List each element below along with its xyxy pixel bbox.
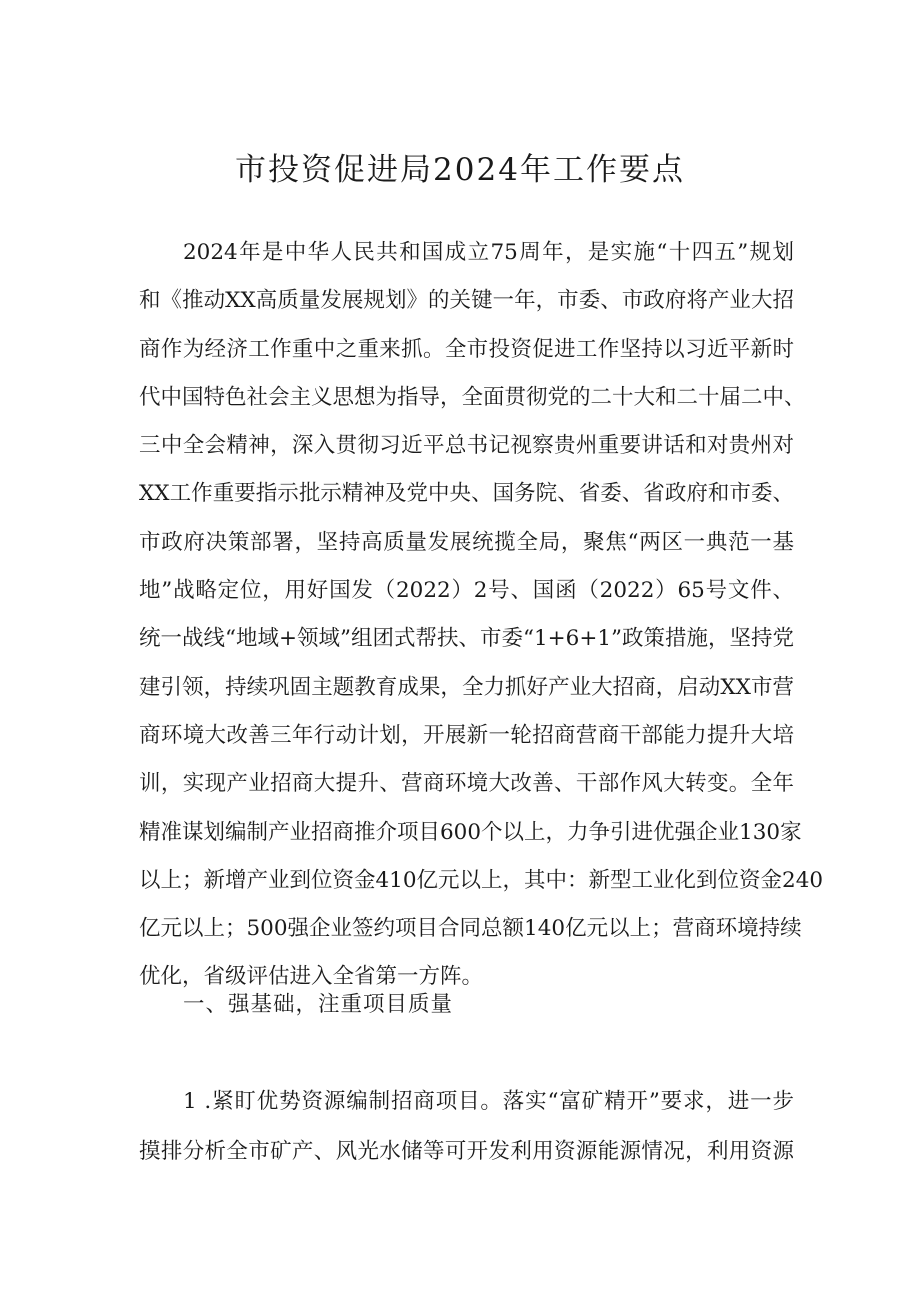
paragraph-line: XX工作重要指示批示精神及党中央、国务院、省委、省政府和市委、: [139, 481, 794, 507]
paragraph-line: 亿元以上；500强企业签约项目合同总额140亿元以上；营商环境持续: [139, 916, 802, 942]
paragraph-line: 统一战线“地域+领域”组团式帮扶、市委“1+6+1”政策措施，坚持党: [139, 626, 795, 652]
paragraph-line: 建引领，持续巩固主题教育成果，全力抓好产业大招商，启动XX市营: [139, 674, 794, 700]
paragraph-line: 2024年是中华人民共和国成立75周年，是实施“十四五”规划: [183, 240, 794, 265]
paragraph-line: 市政府决策部署，坚持高质量发展统揽全局，聚焦“两区一典范一基: [139, 529, 794, 555]
paragraph-line: 三中全会精神，深入贯彻习近平总书记视察贵州重要讲话和对贵州对: [139, 433, 794, 459]
paragraph-line: 1 .紧盯优势资源编制招商项目。落实“富矿精开”要求，进一步: [183, 1089, 794, 1114]
paragraph-line: 代中国特色社会主义思想为指导，全面贯彻党的二十大和二十届二中、: [139, 384, 806, 410]
paragraph-line: 优化，省级评估进入全省第一方阵。: [139, 964, 484, 990]
paragraph-line: 精准谋划编制产业招商推介项目600个以上，力争引进优强企业130家: [139, 819, 802, 845]
paragraph-line: 商作为经济工作重中之重来抓。全市投资促进工作坚持以习近平新时: [139, 336, 794, 362]
paragraph-line: 商环境大改善三年行动计划，开展新一轮招商营商干部能力提升大培: [139, 722, 794, 748]
section1-paragraph: [139, 1077, 794, 1177]
paragraph-line: 摸排分析全市矿产、风光水储等可开发利用资源能源情况，利用资源: [139, 1139, 794, 1164]
paragraph-line: 和《推动XX高质量发展规划》的关键一年，市委、市政府将产业大招: [139, 288, 794, 314]
document-title: 市投资促进局2024年工作要点: [235, 152, 685, 188]
paragraph-line: 训，实现产业招商大提升、营商环境大改善、干部作风大转变。全年: [139, 771, 794, 797]
paragraph-line: 地”战略定位，用好国发（2022）2号、国函（2022）65号文件、: [139, 578, 794, 604]
paragraph-line: 以上；新增产业到位资金410亿元以上，其中：新型工业化到位资金240: [139, 867, 824, 893]
section-heading: 一、强基础，注重项目质量: [183, 992, 454, 1017]
intro-paragraph: [139, 229, 824, 1002]
